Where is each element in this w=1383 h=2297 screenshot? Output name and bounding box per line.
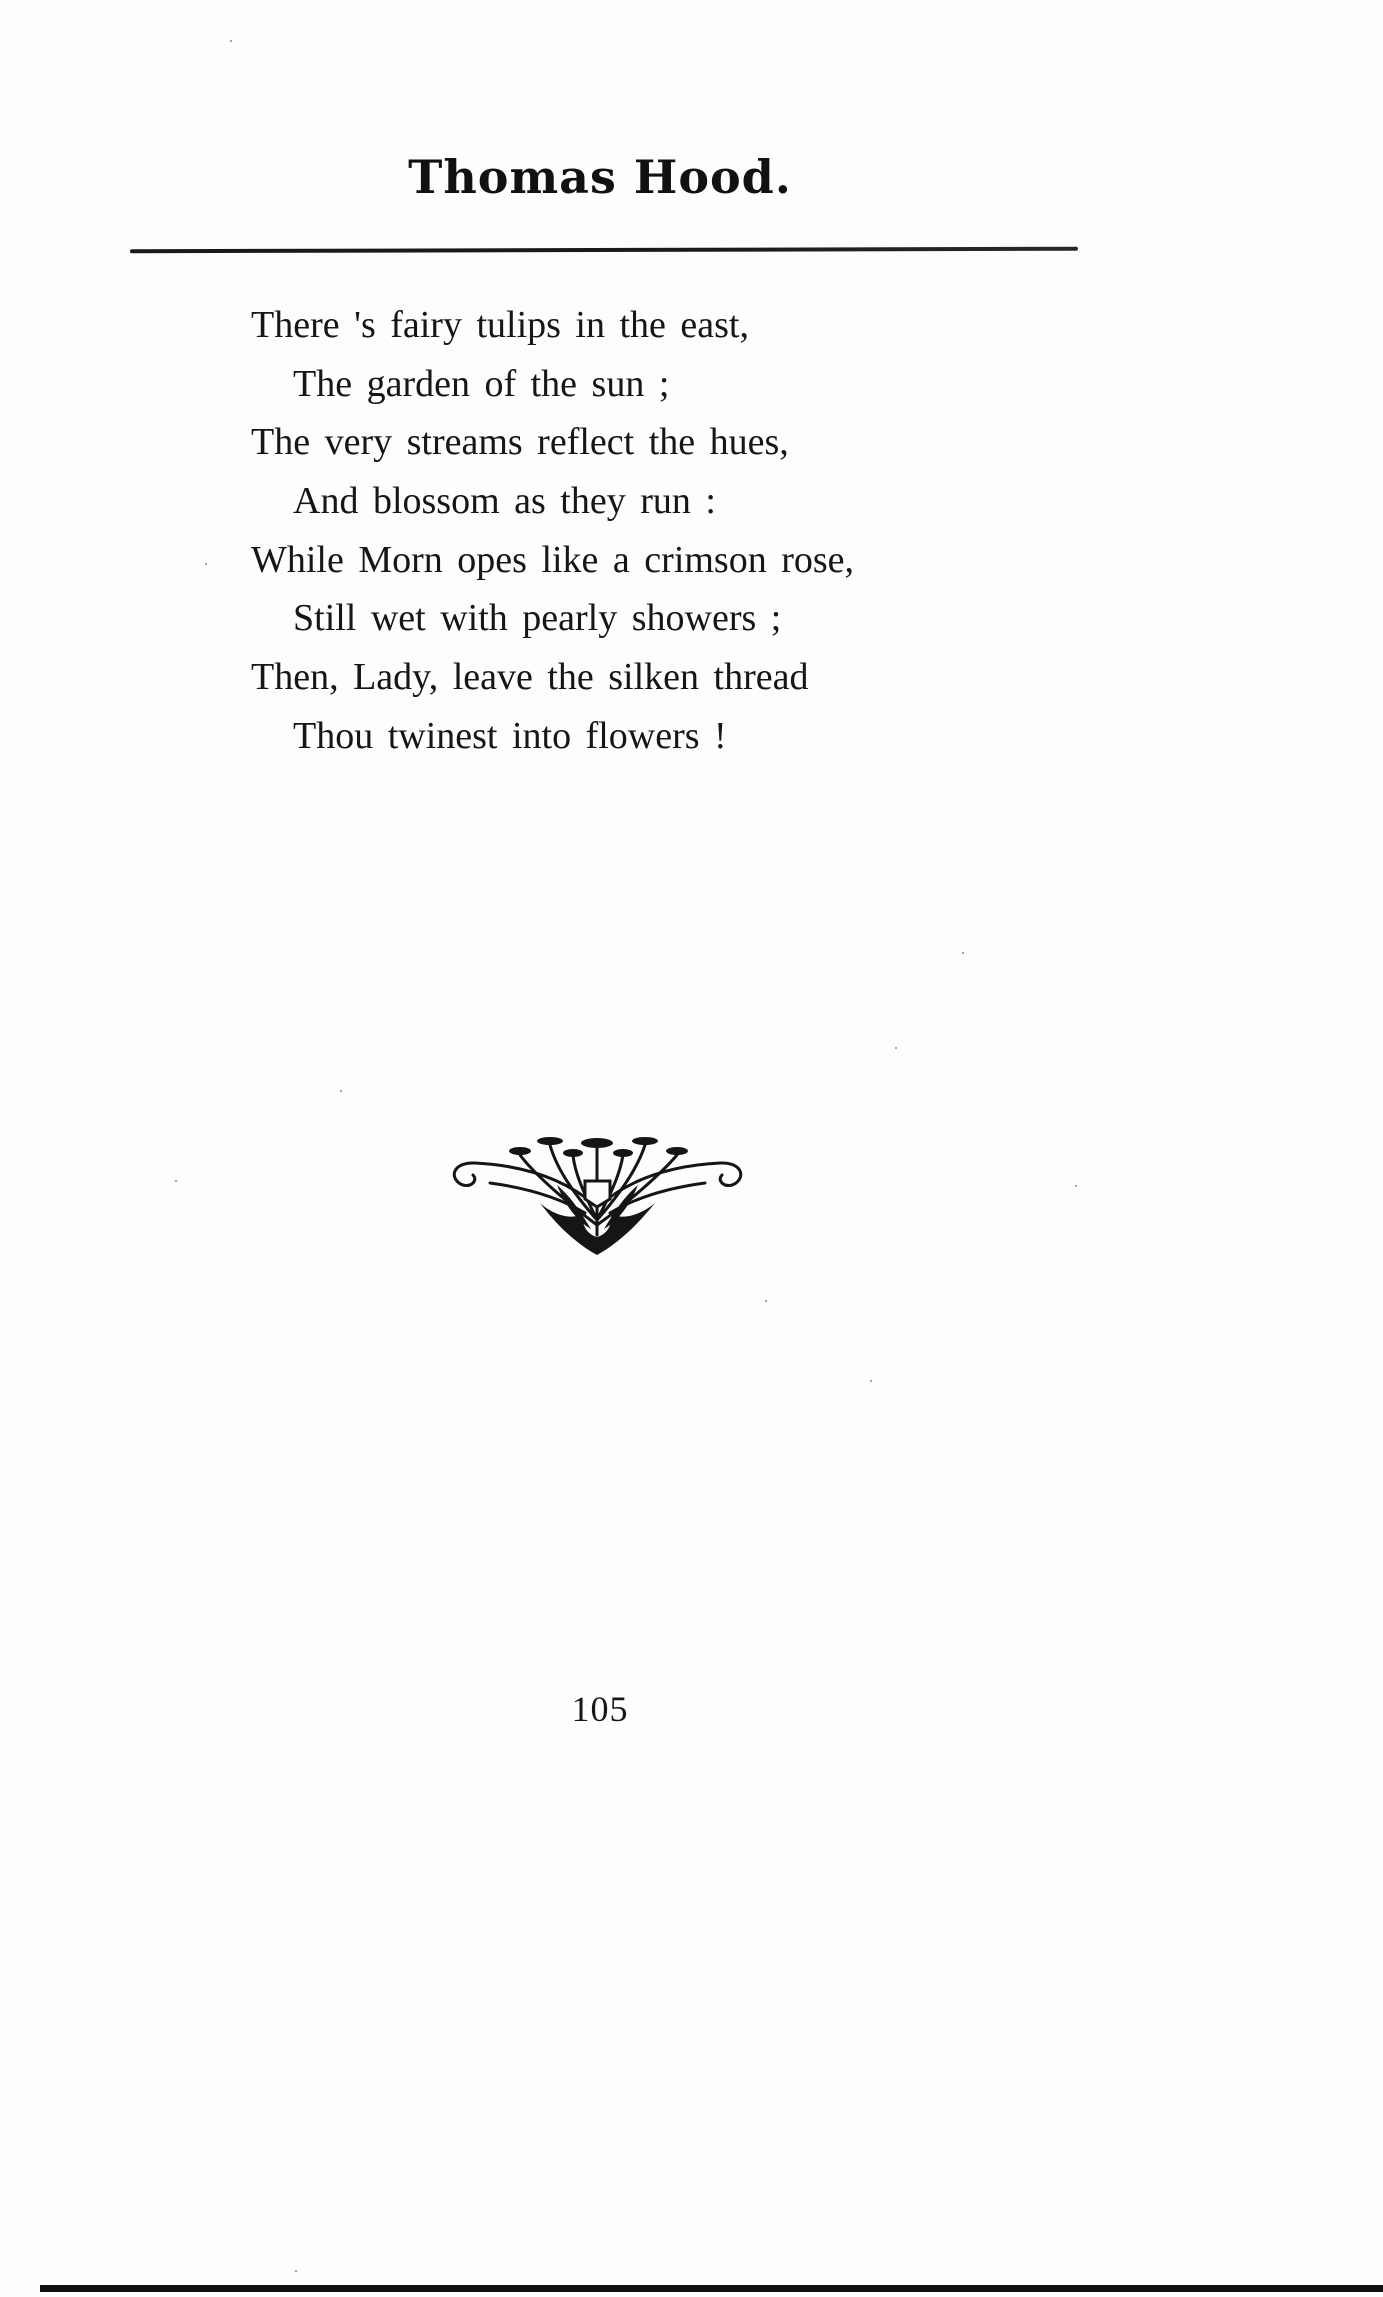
poem-line-7: Then, Lady, leave the silken thread bbox=[251, 656, 809, 699]
paper-speck bbox=[230, 40, 232, 42]
poem-line-3: The very streams reflect the hues, bbox=[251, 421, 789, 464]
paper-speck bbox=[175, 1180, 177, 1182]
poem-line-6: Still wet with pearly showers ; bbox=[293, 597, 782, 640]
paper-speck bbox=[895, 1047, 897, 1049]
paper-speck bbox=[765, 1300, 767, 1302]
page-header-title: Thomas Hood. bbox=[408, 150, 792, 204]
paper-speck bbox=[295, 2270, 297, 2272]
poem-line-2: The garden of the sun ; bbox=[293, 362, 670, 405]
poem-line-8: Thou twinest into flowers ! bbox=[293, 714, 727, 757]
poem-line-1: There 's fairy tulips in the east, bbox=[251, 304, 749, 346]
paper-speck bbox=[962, 952, 964, 954]
paper-speck bbox=[1075, 1185, 1077, 1187]
poem-line-4: And blossom as they run : bbox=[293, 480, 716, 523]
poem-stanza bbox=[251, 296, 1151, 766]
header-rule bbox=[130, 247, 1078, 253]
page-number: 105 bbox=[571, 1689, 629, 1729]
bottom-page-edge bbox=[40, 2285, 1383, 2292]
paper-speck bbox=[205, 563, 207, 565]
paper-speck bbox=[870, 1380, 872, 1382]
floral-ornament-icon bbox=[445, 1125, 750, 1260]
poem-line-5: While Morn opes like a crimson rose, bbox=[251, 538, 855, 581]
paper-speck bbox=[340, 1090, 342, 1092]
